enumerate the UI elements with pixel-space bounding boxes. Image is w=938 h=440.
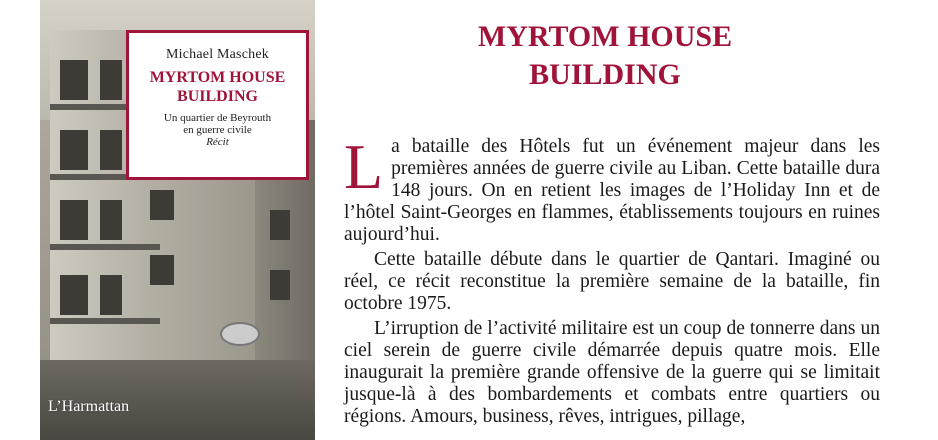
paragraph-3: L’irruption de l’activité militaire est un coup de tonnerre dans un ciel serein de guerre civile démarrée depuis quatre mois. Elle inaugurait la première grande offensive de la guerre qui se limitait jusque-là à des bombardements et combats entre quartiers ou régions. Amours, business, rêves, intrigues, pillage, [344,318,880,427]
cover-title-panel [126,30,309,180]
cover-balcony [50,318,160,324]
cover-subtitle [129,112,306,136]
cover-window [150,190,174,220]
cover-window [270,210,290,240]
publisher-logo: L’Harmattan [48,398,130,415]
cover-window [270,270,290,300]
cover-window [150,255,174,285]
cover-window [60,130,88,170]
cover-genre: Récit [206,136,229,148]
cover-subtitle-line2: en guerre civile [183,124,252,136]
cover-window [100,60,122,100]
book-cover [40,0,315,440]
paragraph-2: Cette bataille débute dans le quartier de Qantari. Imaginé ou réel, ce récit reconstitue la première semaine de la bataille, fin octobre 1975. [344,249,880,314]
cover-window [100,130,122,170]
cover-balcony [50,244,160,250]
cover-window [60,200,88,240]
cover-title-line1: MYRTOM HOUSE [149,69,286,86]
cover-subtitle-line1: Un quartier de Beyrouth [163,112,272,124]
cover-author: Michael Maschek [166,47,269,62]
page-title [420,18,790,94]
cover-title-line2: BUILDING [177,88,258,105]
cover-window [60,275,88,315]
cover-title [129,68,306,106]
paragraph-1-text: a bataille des Hôtels fut un événement majeur dans les premières années de guerre civile au Liban. Cette bataille dura 148 jours. On en retient les images de l’Holiday Inn et de l’hôtel Saint-Georges en flammes, établissements toujours en ruines aujourd’hui. [344,136,880,245]
paragraph-1 [344,131,880,246]
cover-window [60,60,88,100]
drop-cap: L [344,131,384,202]
cover-shop-sign [220,322,260,346]
page-title-line2: BUILDING [529,58,681,91]
page-title-line1: MYRTOM HOUSE [477,20,733,53]
cover-window [100,275,122,315]
cover-window [100,200,122,240]
article-body [344,131,880,428]
